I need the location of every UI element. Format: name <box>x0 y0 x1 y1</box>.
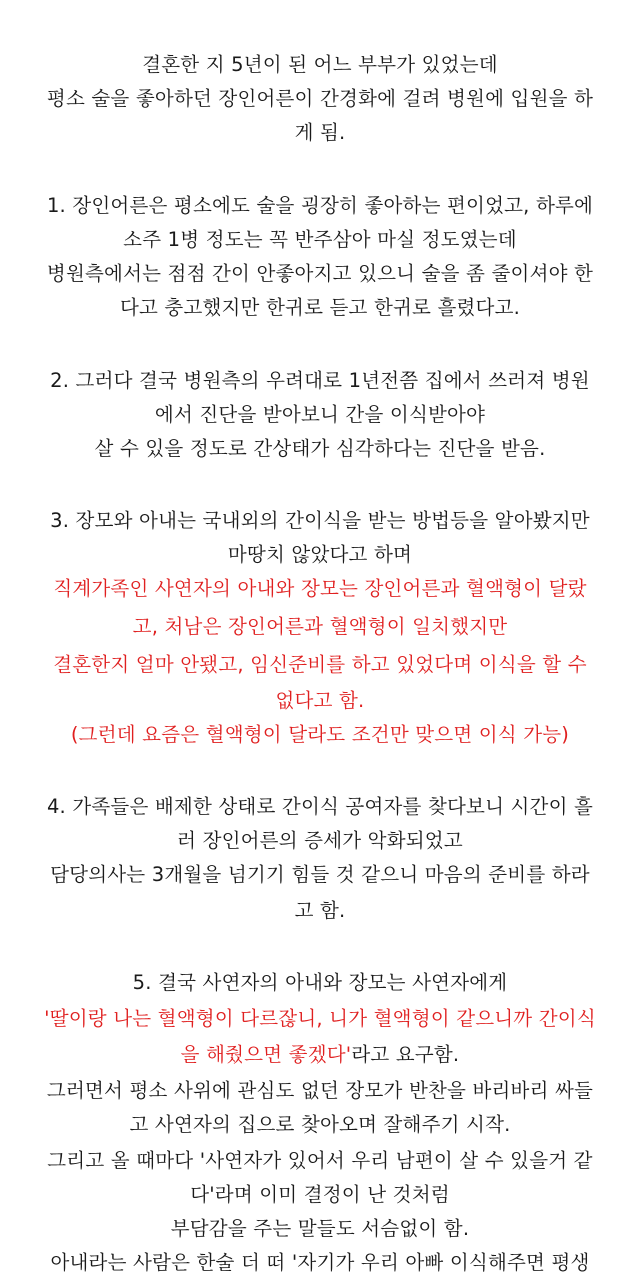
intro-line: 결혼한 지 5년이 된 어느 부부가 있었는데 <box>142 53 498 76</box>
item4-line: 4. 가족들은 배제한 상태로 간이식 공여자를 찾다보니 시간이 흘 <box>46 795 594 818</box>
item3-line: 3. 장모와 아내는 국내외의 간이식을 받는 방법등을 알아봤지만 <box>50 509 590 532</box>
item3-highlight-line: 결혼한지 얼마 안됐고, 임신준비를 하고 있었다며 이식을 할 수 <box>53 653 587 676</box>
item2-line: 에서 진단을 받아보니 간을 이식받아야 <box>154 403 486 426</box>
item1-line: 소주 1병 정도는 꼭 반주삼아 마실 정도였는데 <box>123 228 517 251</box>
item5-line: 그리고 올 때마다 '사연자가 있어서 우리 남편이 살 수 있을거 같 <box>47 1149 593 1172</box>
item3-line: 마땅치 않았다고 하며 <box>227 543 413 566</box>
item4-line: 고 함. <box>294 899 346 922</box>
item4-line: 담당의사는 3개월을 넘기기 힘들 것 같으니 마음의 준비를 하라 <box>50 863 590 886</box>
item3-highlight-line: 고, 처남은 장인어른과 혈액형이 일치했지만 <box>132 615 508 638</box>
item5-highlight-line: '딸이랑 나는 혈액형이 다르잖니, 니가 혈액형이 같으니까 간이식 <box>44 1007 596 1030</box>
intro-line: 평소 술을 좋아하던 장인어른이 간경화에 걸려 병원에 입원을 하 <box>46 87 594 110</box>
item5-line: 아내라는 사람은 한술 더 떠 '자기가 우리 아빠 이식해주면 평생 <box>50 1251 590 1274</box>
item5-line: 고 사연자의 집으로 찾아오며 잘해주기 시작. <box>129 1113 511 1136</box>
item5-line: 부담감을 주는 말들도 서슴없이 함. <box>170 1217 470 1240</box>
item3-highlight-line: 없다고 함. <box>275 689 365 712</box>
item5-quote-line <box>0 1040 640 1070</box>
item5-request-suffix: 라고 요구함. <box>351 1043 460 1066</box>
item3-highlight-line: (그런데 요즘은 혈액형이 달라도 조건만 맞으면 이식 가능) <box>70 723 570 746</box>
item5-line: 다'라며 이미 결정이 난 것처럼 <box>190 1183 450 1206</box>
intro-line: 게 됨. <box>294 121 346 144</box>
item4-line: 러 장인어른의 증세가 악화되었고 <box>177 829 463 852</box>
item2-line: 살 수 있을 정도로 간상태가 심각하다는 진단을 받음. <box>94 437 546 460</box>
item3-highlight-line: 직계가족인 사연자의 아내와 장모는 장인어른과 혈액형이 달랐 <box>53 577 587 600</box>
item5-line: 5. 결국 사연자의 아내와 장모는 사연자에게 <box>132 971 508 994</box>
item1-line: 다고 충고했지만 한귀로 듣고 한귀로 흘렸다고. <box>119 296 521 319</box>
item1-line: 1. 장인어른은 평소에도 술을 굉장히 좋아하는 편이었고, 하루에 <box>46 194 594 217</box>
item2-line: 2. 그러다 결국 병원측의 우려대로 1년전쯤 집에서 쓰러져 병원 <box>50 369 590 392</box>
item1-line: 병원측에서는 점점 간이 안좋아지고 있으니 술을 좀 줄이셔야 한 <box>46 262 594 285</box>
item5-line: 그러면서 평소 사위에 관심도 없던 장모가 반찬을 바리바리 싸들 <box>46 1079 594 1102</box>
item5-highlight-quote-end: 을 해줬으면 좋겠다' <box>180 1043 352 1066</box>
